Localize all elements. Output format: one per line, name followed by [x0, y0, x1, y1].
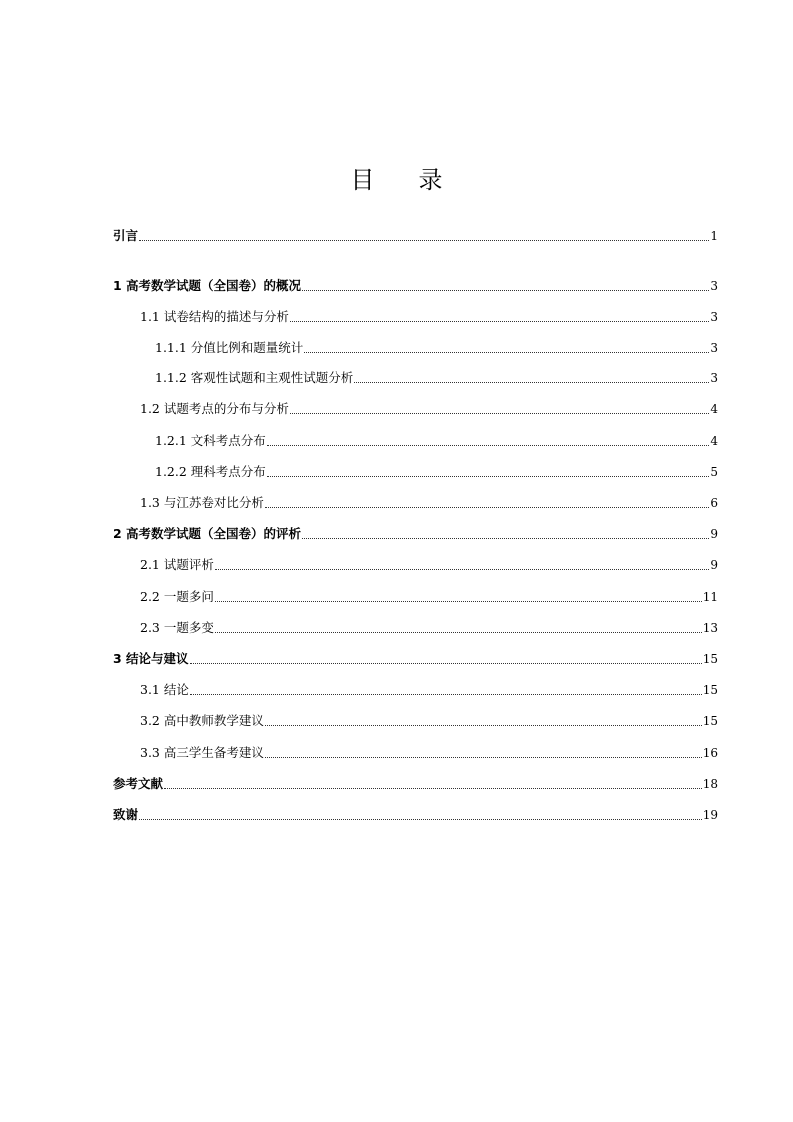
toc-entry-1-2-2[interactable] [113, 462, 718, 482]
toc-entry-chapter-3[interactable] [113, 649, 718, 669]
dot-leader [139, 239, 709, 241]
toc-entry-label: 2.1 试题评析 [140, 557, 214, 572]
toc-entry-label: 3.1 结论 [140, 682, 189, 697]
dot-leader [267, 444, 710, 446]
toc-entry-label: 3.2 高中教师教学建议 [140, 713, 264, 728]
toc-entry-chapter-2[interactable] [113, 524, 718, 544]
toc-page-number: 6 [710, 496, 718, 510]
toc-entry-1-2-1[interactable] [113, 431, 718, 451]
dot-leader [267, 475, 710, 477]
toc-entry-label: 1.2.1 文科考点分布 [155, 433, 266, 448]
toc-page-number: 15 [702, 652, 718, 666]
toc-page-number: 4 [710, 434, 718, 448]
dot-leader [290, 412, 710, 414]
toc-entry-2-3[interactable] [113, 618, 718, 638]
toc-page-number: 15 [702, 683, 718, 697]
dot-leader [215, 600, 702, 602]
page-title [0, 160, 793, 195]
dot-leader [354, 381, 709, 383]
dot-leader [164, 787, 702, 789]
toc-page-number: 3 [710, 310, 718, 324]
toc-page-number: 5 [710, 465, 718, 479]
toc-entry-label: 3.3 高三学生备考建议 [140, 745, 264, 760]
toc-page-number: 4 [710, 402, 718, 416]
dot-leader [190, 693, 702, 695]
dot-leader [190, 662, 702, 664]
toc-entry-3-1[interactable] [113, 680, 718, 700]
toc-entry-references[interactable] [113, 774, 718, 794]
dot-leader [215, 568, 710, 570]
toc-entry-label: 1.1.1 分值比例和题量统计 [155, 340, 304, 355]
dot-leader [265, 724, 702, 726]
toc-entry-label: 3 结论与建议 [113, 651, 189, 666]
toc-entry-label: 2.2 一题多问 [140, 589, 214, 604]
toc-entry-3-3[interactable] [113, 743, 718, 763]
toc-entry-label: 2.3 一题多变 [140, 620, 214, 635]
title-char-2: 录 [418, 166, 443, 194]
toc-entry-1-3[interactable] [113, 493, 718, 513]
toc-entry-label: 1.3 与江苏卷对比分析 [140, 495, 264, 510]
dot-leader [265, 756, 702, 758]
dot-leader [304, 351, 709, 353]
toc-page-number: 3 [710, 341, 718, 355]
dot-leader [265, 506, 710, 508]
toc-page-number: 18 [702, 777, 718, 791]
toc-entry-3-2[interactable] [113, 711, 718, 731]
toc-page-number: 9 [710, 558, 718, 572]
toc-entry-1-1-2[interactable] [113, 368, 718, 388]
toc-entry-label: 2 高考数学试题（全国卷）的评析 [113, 526, 302, 541]
toc-page-number: 16 [702, 746, 718, 760]
dot-leader [302, 289, 709, 291]
toc-entry-label: 1 高考数学试题（全国卷）的概况 [113, 278, 302, 293]
toc-page-number: 19 [702, 808, 718, 822]
toc-entry-2-2[interactable] [113, 587, 718, 607]
toc-page-number: 1 [710, 229, 718, 243]
dot-leader [139, 818, 702, 820]
toc-entry-label: 参考文献 [113, 776, 164, 791]
toc-entry-2-1[interactable] [113, 555, 718, 575]
dot-leader [290, 320, 710, 322]
dot-leader [302, 537, 709, 539]
toc-entry-acknowledgements[interactable] [113, 805, 718, 825]
toc-page-number: 15 [702, 714, 718, 728]
toc-page-number: 13 [702, 621, 718, 635]
toc-entry-chapter-1[interactable] [113, 276, 718, 296]
toc-page-number: 3 [710, 371, 718, 385]
toc-page-number: 3 [710, 279, 718, 293]
toc-entry-1-2[interactable] [113, 399, 718, 419]
toc-entry-1-1[interactable] [113, 307, 718, 327]
toc-entry-label: 引言 [113, 228, 139, 243]
toc-entry-label: 1.1.2 客观性试题和主观性试题分析 [155, 370, 354, 385]
toc-entry-label: 1.2 试题考点的分布与分析 [140, 401, 289, 416]
toc-entry-label: 1.1 试卷结构的描述与分析 [140, 309, 289, 324]
dot-leader [215, 631, 702, 633]
toc-entry-label: 致谢 [113, 807, 139, 822]
toc-page-number: 11 [702, 590, 718, 604]
toc-page-number: 9 [710, 527, 718, 541]
title-char-1: 目 [350, 166, 375, 194]
toc-entry-label: 1.2.2 理科考点分布 [155, 464, 266, 479]
toc-entry-1-1-1[interactable] [113, 338, 718, 358]
toc-entry-intro[interactable] [113, 226, 718, 246]
